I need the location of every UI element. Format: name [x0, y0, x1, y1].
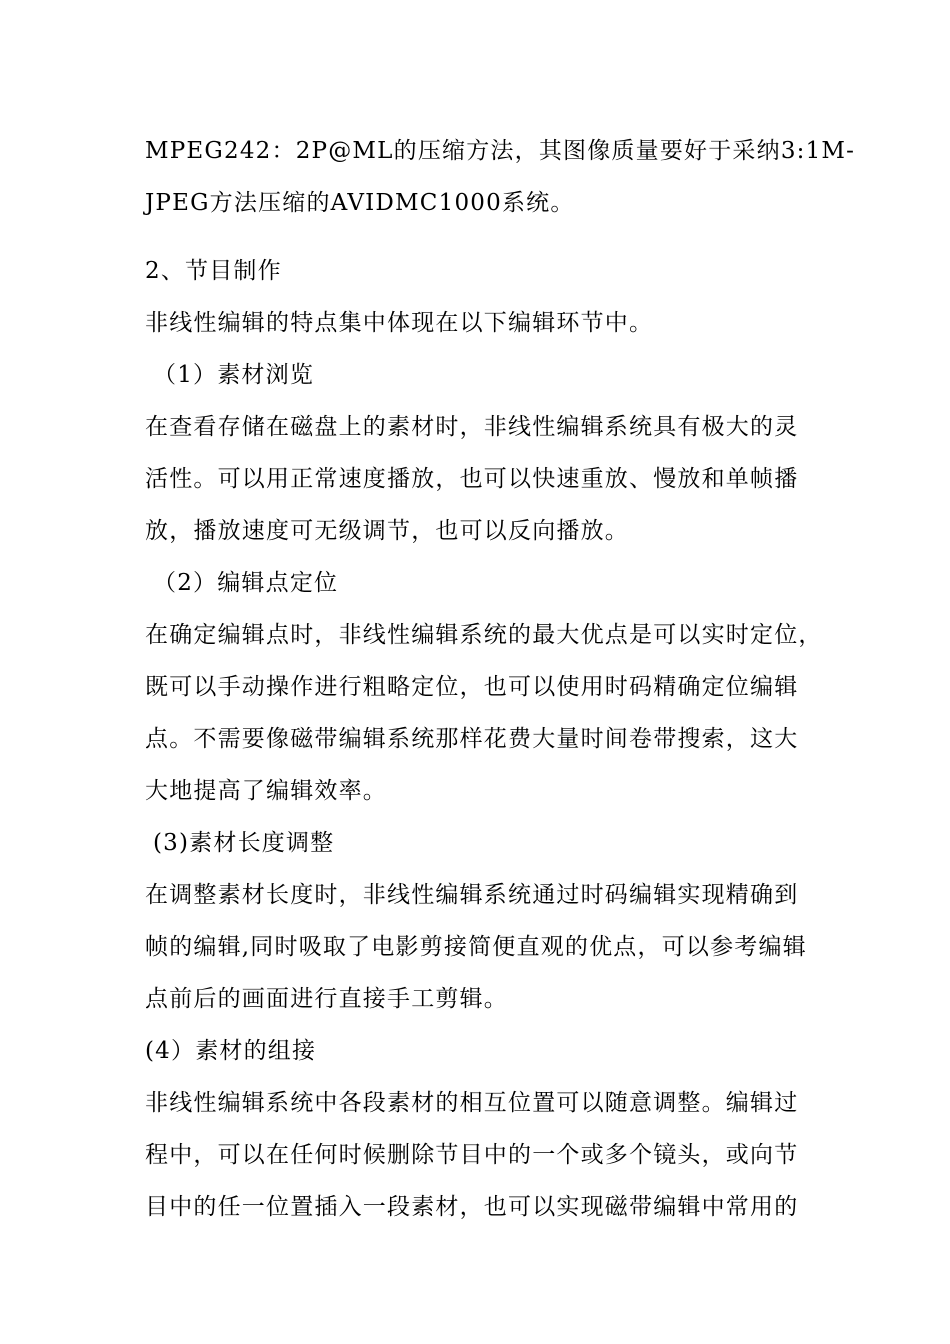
paragraph-gap — [145, 232, 805, 248]
item-title-length: (3)素材长度调整 — [153, 830, 335, 856]
item-title-assembly: (4）素材的组接 — [145, 1038, 317, 1064]
section-heading: 2、节目制作 — [145, 258, 282, 284]
item-title-browse: （1）素材浏览 — [153, 362, 315, 388]
item-text-line: 程中，可以在任何时候删除节目中的一个或多个镜头，或向节 — [145, 1142, 799, 1168]
section-intro: 非线性编辑的特点集中体现在以下编辑环节中。 — [145, 310, 654, 336]
item-text-line: 既可以手动操作进行粗略定位，也可以使用时码精确定位编辑 — [145, 674, 799, 700]
item-text-line: 放，播放速度可无级调节，也可以反向播放。 — [145, 518, 629, 544]
document-body — [145, 128, 856, 1236]
item-title-edit-point: （2）编辑点定位 — [153, 570, 339, 596]
item-text-line: 非线性编辑系统中各段素材的相互位置可以随意调整。编辑过 — [145, 1090, 799, 1116]
item-text-line: 点。不需要像磁带编辑系统那样花费大量时间卷带搜索，这大 — [145, 726, 799, 752]
intro-line: MPEG242：2P@ML的压缩方法，其图像质量要好于采纳3:1M- — [145, 138, 856, 164]
item-text-line: 点前后的画面进行直接手工剪辑。 — [145, 986, 508, 1012]
intro-line: JPEG方法压缩的AVIDMC1000系统。 — [145, 190, 575, 216]
item-text-line: 在确定编辑点时，非线性编辑系统的最大优点是可以实时定位， — [145, 622, 823, 648]
item-text-line: 大地提高了编辑效率。 — [145, 778, 387, 804]
item-text-line: 活性。可以用正常速度播放，也可以快速重放、慢放和单帧播 — [145, 466, 799, 492]
item-text-line: 在调整素材长度时，非线性编辑系统通过时码编辑实现精确到 — [145, 882, 799, 908]
item-text-line: 在查看存储在磁盘上的素材时，非线性编辑系统具有极大的灵 — [145, 414, 799, 440]
item-text-line: 目中的任一位置插入一段素材，也可以实现磁带编辑中常用的 — [145, 1194, 799, 1220]
item-text-line: 帧的编辑,同时吸取了电影剪接简便直观的优点，可以参考编辑 — [145, 934, 807, 960]
